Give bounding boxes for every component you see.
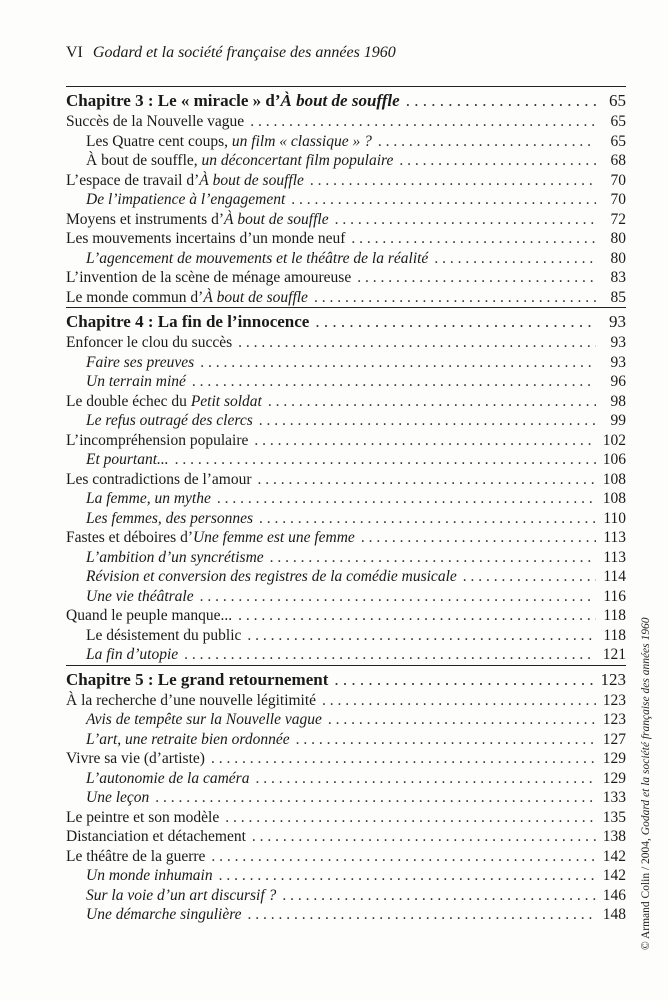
toc-entry bbox=[66, 171, 626, 191]
toc-entry bbox=[66, 769, 626, 789]
toc-label-part: Une leçon bbox=[86, 789, 150, 806]
toc-label-part: L’espace de travail d’ bbox=[66, 171, 200, 189]
toc-label-part: Avis de tempête sur la Nouvelle vague bbox=[86, 711, 322, 728]
dot-leader bbox=[357, 268, 596, 288]
toc-entry-label bbox=[66, 210, 329, 230]
toc-label-part: Chapitre 4 : La fin de l’innocence bbox=[66, 312, 310, 331]
toc-page-number: 108 bbox=[602, 490, 626, 507]
toc-label-part: Et pourtant... bbox=[86, 451, 169, 468]
toc-page-number: 142 bbox=[602, 867, 626, 884]
dot-leader bbox=[310, 171, 596, 191]
toc-label-part: Distanciation et détachement bbox=[66, 828, 246, 845]
dot-leader bbox=[155, 788, 596, 808]
book-title: Godard et la société française des années 1960 bbox=[92, 44, 396, 61]
toc-entry-label bbox=[86, 151, 393, 171]
toc-entry bbox=[66, 112, 626, 132]
toc-entry-label bbox=[86, 372, 186, 392]
dot-leader bbox=[217, 489, 596, 509]
toc-entry bbox=[66, 710, 626, 730]
toc-page-number: 148 bbox=[602, 906, 626, 923]
toc-page-number: 121 bbox=[602, 646, 626, 663]
toc-entry-label bbox=[66, 470, 252, 490]
toc-entry bbox=[66, 626, 626, 646]
dot-leader bbox=[334, 666, 594, 694]
page-folio: VI bbox=[66, 44, 83, 61]
toc-entry-label bbox=[86, 886, 276, 906]
dot-leader bbox=[238, 333, 596, 353]
toc-page-number: 68 bbox=[610, 152, 626, 169]
toc-entry bbox=[66, 190, 626, 210]
toc-page-number: 72 bbox=[610, 210, 626, 228]
toc-entry-label bbox=[86, 587, 194, 607]
dot-leader bbox=[200, 587, 596, 607]
toc-label-part: L’agencement de mouvements et le théâtre de la réalité bbox=[86, 249, 429, 267]
toc-page-number: 135 bbox=[602, 808, 626, 826]
toc-page-number: 80 bbox=[610, 230, 626, 247]
toc-entry-label bbox=[86, 567, 457, 587]
dot-leader bbox=[270, 548, 596, 568]
toc-entry bbox=[66, 450, 626, 470]
toc-entry-label bbox=[86, 509, 253, 529]
toc-entry bbox=[66, 509, 626, 529]
toc-page-number: 96 bbox=[610, 373, 626, 390]
dot-leader bbox=[282, 886, 596, 906]
toc-entry-label bbox=[66, 749, 205, 769]
toc-label-part: L’art, une retraite bien ordonnée bbox=[86, 730, 290, 748]
dot-leader bbox=[175, 450, 596, 470]
toc-label-part: Le désistement du public bbox=[86, 626, 242, 644]
toc-page-number: 138 bbox=[602, 828, 626, 845]
toc-entry-label bbox=[66, 288, 308, 308]
dot-leader bbox=[211, 749, 596, 769]
toc-entry bbox=[66, 268, 626, 288]
dot-leader bbox=[255, 769, 596, 789]
toc-label-part: Le refus outragé des clercs bbox=[86, 412, 253, 429]
toc-entry-label bbox=[86, 190, 285, 210]
toc-entry bbox=[66, 866, 626, 886]
toc-entry-label bbox=[86, 866, 213, 886]
toc-entry-label bbox=[86, 353, 194, 373]
dot-leader bbox=[200, 353, 596, 373]
dot-leader bbox=[406, 87, 596, 115]
toc-label-part: Succès de la Nouvelle vague bbox=[66, 113, 245, 130]
toc-page-number: 133 bbox=[602, 789, 626, 806]
dot-leader bbox=[192, 372, 596, 392]
copyright-prefix: © Armand Colin / 2004, bbox=[640, 835, 652, 950]
toc-entry bbox=[66, 528, 626, 548]
dot-leader bbox=[463, 567, 596, 587]
dot-leader bbox=[254, 431, 596, 451]
toc-entry-label bbox=[86, 450, 169, 470]
toc-page-number: 65 bbox=[610, 132, 626, 150]
toc-entry-label bbox=[86, 489, 211, 509]
toc-entry-label bbox=[66, 308, 309, 336]
toc-entry bbox=[66, 548, 626, 568]
toc-label-part: L’autonomie de la caméra bbox=[86, 769, 250, 787]
toc-label-part: Les contradictions de l’amour bbox=[66, 470, 252, 488]
toc-page-number: 129 bbox=[602, 769, 626, 787]
toc-entry bbox=[66, 333, 626, 353]
toc-label-part: L’ambition d’un syncrétisme bbox=[86, 548, 264, 566]
toc-entry bbox=[66, 210, 626, 230]
toc-page-number: 80 bbox=[610, 249, 626, 267]
toc-entry bbox=[66, 827, 626, 847]
toc-page-number: 70 bbox=[610, 171, 626, 189]
toc-page-number: 113 bbox=[603, 548, 626, 566]
toc-entry bbox=[66, 606, 626, 626]
toc-page-number: 65 bbox=[609, 91, 626, 110]
toc-entry-label bbox=[66, 847, 205, 867]
copyright-notice bbox=[640, 617, 652, 950]
toc-page-number: 129 bbox=[602, 750, 626, 767]
toc-label-part: La fin d’utopie bbox=[86, 646, 179, 663]
toc-label-part: À la recherche d’une nouvelle légitimité bbox=[66, 691, 317, 709]
table-of-contents bbox=[66, 86, 626, 925]
toc-label-part: Le double échec du bbox=[66, 392, 191, 410]
toc-entry bbox=[66, 489, 626, 509]
toc-label-part: un film « classique » ? bbox=[231, 132, 372, 150]
toc-entry bbox=[66, 567, 626, 587]
toc-label-part: Vivre sa vie (d’artiste) bbox=[66, 750, 205, 767]
toc-page-number: 102 bbox=[602, 431, 626, 449]
toc-entry-label bbox=[66, 528, 355, 548]
toc-label-part: Une vie théâtrale bbox=[86, 587, 194, 605]
dot-leader bbox=[351, 229, 596, 249]
dot-leader bbox=[219, 866, 596, 886]
toc-entry bbox=[66, 431, 626, 451]
toc-entry bbox=[66, 249, 626, 269]
toc-label-part: Moyens et instruments d’ bbox=[66, 210, 224, 228]
toc-entry-label bbox=[66, 808, 219, 828]
toc-entry bbox=[66, 151, 626, 171]
toc-entry-label bbox=[66, 392, 262, 412]
toc-page-number: 146 bbox=[602, 886, 626, 904]
toc-page-number: 83 bbox=[610, 269, 626, 286]
toc-page-number: 113 bbox=[603, 529, 626, 546]
toc-entry-label bbox=[86, 730, 290, 750]
dot-leader bbox=[252, 827, 596, 847]
toc-entry-label bbox=[66, 112, 244, 132]
dot-leader bbox=[259, 509, 596, 529]
toc-page-number: 99 bbox=[610, 412, 626, 429]
dot-leader bbox=[225, 808, 596, 828]
toc-entry bbox=[66, 886, 626, 906]
toc-entry-label bbox=[86, 769, 249, 789]
toc-label-part: Le peintre et son modèle bbox=[66, 808, 220, 826]
toc-entry bbox=[66, 749, 626, 769]
toc-label-part: Enfoncer le clou du succès bbox=[66, 334, 233, 351]
toc-page-number: 108 bbox=[602, 470, 626, 488]
dot-leader bbox=[258, 470, 596, 490]
toc-entry-label bbox=[86, 411, 253, 431]
copyright-title: Godard et la société française des années 1960 bbox=[640, 617, 652, 836]
toc-entry-label bbox=[86, 548, 264, 568]
toc-entry-label bbox=[66, 827, 246, 847]
dot-leader bbox=[399, 151, 596, 171]
dot-leader bbox=[434, 249, 596, 269]
toc-page-number: 123 bbox=[600, 669, 626, 689]
toc-entry-label bbox=[86, 249, 428, 269]
toc-label-part: La femme, un mythe bbox=[86, 490, 211, 507]
toc-entry bbox=[66, 132, 626, 152]
toc-page-number: 85 bbox=[610, 288, 626, 306]
toc-label-part: De l’impatience à l’engagement bbox=[86, 191, 286, 208]
toc-label-part: Une femme est une femme bbox=[192, 529, 355, 546]
toc-entry-label bbox=[66, 171, 304, 191]
toc-label-part: À bout de souffle bbox=[203, 288, 308, 306]
toc-page-number: 118 bbox=[603, 626, 626, 644]
dot-leader bbox=[248, 905, 596, 925]
dot-leader bbox=[322, 691, 596, 711]
toc-page-number: 65 bbox=[610, 113, 626, 130]
dot-leader bbox=[335, 210, 596, 230]
dot-leader bbox=[328, 710, 596, 730]
toc-entry-label bbox=[66, 431, 248, 451]
toc-label-part: Une démarche singulière bbox=[86, 906, 242, 923]
toc-entry-label bbox=[66, 87, 400, 115]
toc-label-part: À bout de souffle bbox=[224, 210, 329, 228]
toc-page-number: 110 bbox=[603, 509, 626, 527]
toc-label-part: Les mouvements incertains d’un monde neuf bbox=[66, 230, 346, 247]
toc-label-part: À bout de souffle, bbox=[86, 152, 202, 169]
toc-entry bbox=[66, 229, 626, 249]
toc-entry-label bbox=[86, 788, 149, 808]
toc-entry bbox=[66, 788, 626, 808]
toc-entry-label bbox=[66, 333, 232, 353]
toc-entry bbox=[66, 905, 626, 925]
toc-label-part: Faire ses preuves bbox=[86, 353, 195, 371]
dot-leader bbox=[361, 528, 596, 548]
toc-label-part: Le monde commun d’ bbox=[66, 288, 204, 306]
toc-page-number: 118 bbox=[603, 607, 626, 624]
toc-entry bbox=[66, 645, 626, 665]
dot-leader bbox=[378, 132, 596, 152]
toc-entry-label bbox=[66, 666, 328, 694]
toc-label-part: Chapitre 3 : Le « miracle » d’ bbox=[66, 91, 281, 110]
toc-label-part: Révision et conversion des registres de la comédie musicale bbox=[86, 568, 457, 585]
toc-entry bbox=[66, 808, 626, 828]
toc-label-part: Le théâtre de la guerre bbox=[66, 847, 206, 865]
toc-entry bbox=[66, 587, 626, 607]
toc-chapter-entry bbox=[66, 87, 626, 112]
toc-entry bbox=[66, 730, 626, 750]
toc-entry-label bbox=[86, 645, 178, 665]
toc-entry bbox=[66, 288, 626, 308]
dot-leader bbox=[291, 190, 596, 210]
dot-leader bbox=[296, 730, 596, 750]
dot-leader bbox=[238, 606, 596, 626]
dot-leader bbox=[268, 392, 596, 412]
running-header bbox=[66, 44, 396, 62]
toc-page-number: 127 bbox=[602, 730, 626, 748]
toc-entry-label bbox=[66, 606, 232, 626]
toc-entry bbox=[66, 372, 626, 392]
toc-entry bbox=[66, 847, 626, 867]
toc-label-part: À bout de souffle bbox=[280, 91, 400, 110]
toc-page-number: 114 bbox=[603, 568, 626, 585]
toc-chapter-entry bbox=[66, 307, 626, 333]
toc-entry bbox=[66, 392, 626, 412]
toc-entry-label bbox=[66, 229, 345, 249]
toc-label-part: Sur la voie d’un art discursif ? bbox=[86, 886, 277, 904]
toc-page-number: 116 bbox=[603, 587, 626, 605]
toc-entry bbox=[66, 691, 626, 711]
toc-entry-label bbox=[86, 132, 372, 152]
toc-page-number: 93 bbox=[610, 334, 626, 351]
toc-label-part: L’incompréhension populaire bbox=[66, 431, 249, 449]
toc-entry bbox=[66, 470, 626, 490]
toc-label-part: Les Quatre cent coups, bbox=[86, 132, 232, 150]
toc-entry-label bbox=[66, 691, 316, 711]
toc-label-part: Fastes et déboires d’ bbox=[66, 529, 193, 546]
toc-label-part: À bout de souffle bbox=[199, 171, 304, 189]
toc-page-number: 70 bbox=[610, 191, 626, 208]
toc-chapter-entry bbox=[66, 665, 626, 691]
toc-entry-label bbox=[86, 710, 322, 730]
toc-entry-label bbox=[86, 905, 242, 925]
toc-label-part: Chapitre 5 : Le grand retournement bbox=[66, 669, 329, 689]
dot-leader bbox=[259, 411, 596, 431]
dot-leader bbox=[250, 112, 596, 132]
toc-page-number: 93 bbox=[610, 353, 626, 371]
toc-label-part: Petit soldat bbox=[190, 392, 262, 410]
toc-page-number: 142 bbox=[602, 847, 626, 865]
toc-label-part: Un monde inhumain bbox=[86, 867, 213, 884]
toc-label-part: Un terrain miné bbox=[86, 373, 186, 390]
dot-leader bbox=[314, 288, 596, 308]
dot-leader bbox=[211, 847, 596, 867]
toc-entry-label bbox=[66, 268, 351, 288]
toc-label-part: un déconcertant film populaire bbox=[201, 152, 394, 169]
toc-page-number: 98 bbox=[610, 392, 626, 410]
toc-label-part: Les femmes, des personnes bbox=[86, 509, 254, 527]
toc-label-part: L’invention de la scène de ménage amoureuse bbox=[66, 269, 352, 286]
toc-entry bbox=[66, 353, 626, 373]
toc-page-number: 93 bbox=[609, 312, 626, 331]
toc-entry-label bbox=[86, 626, 241, 646]
dot-leader bbox=[315, 308, 596, 336]
toc-entry bbox=[66, 411, 626, 431]
toc-page-number: 106 bbox=[602, 451, 626, 468]
dot-leader bbox=[184, 645, 596, 665]
dot-leader bbox=[247, 626, 596, 646]
toc-page-number: 123 bbox=[602, 711, 626, 728]
toc-label-part: Quand le peuple manque... bbox=[66, 607, 233, 624]
toc-page-number: 123 bbox=[602, 691, 626, 709]
